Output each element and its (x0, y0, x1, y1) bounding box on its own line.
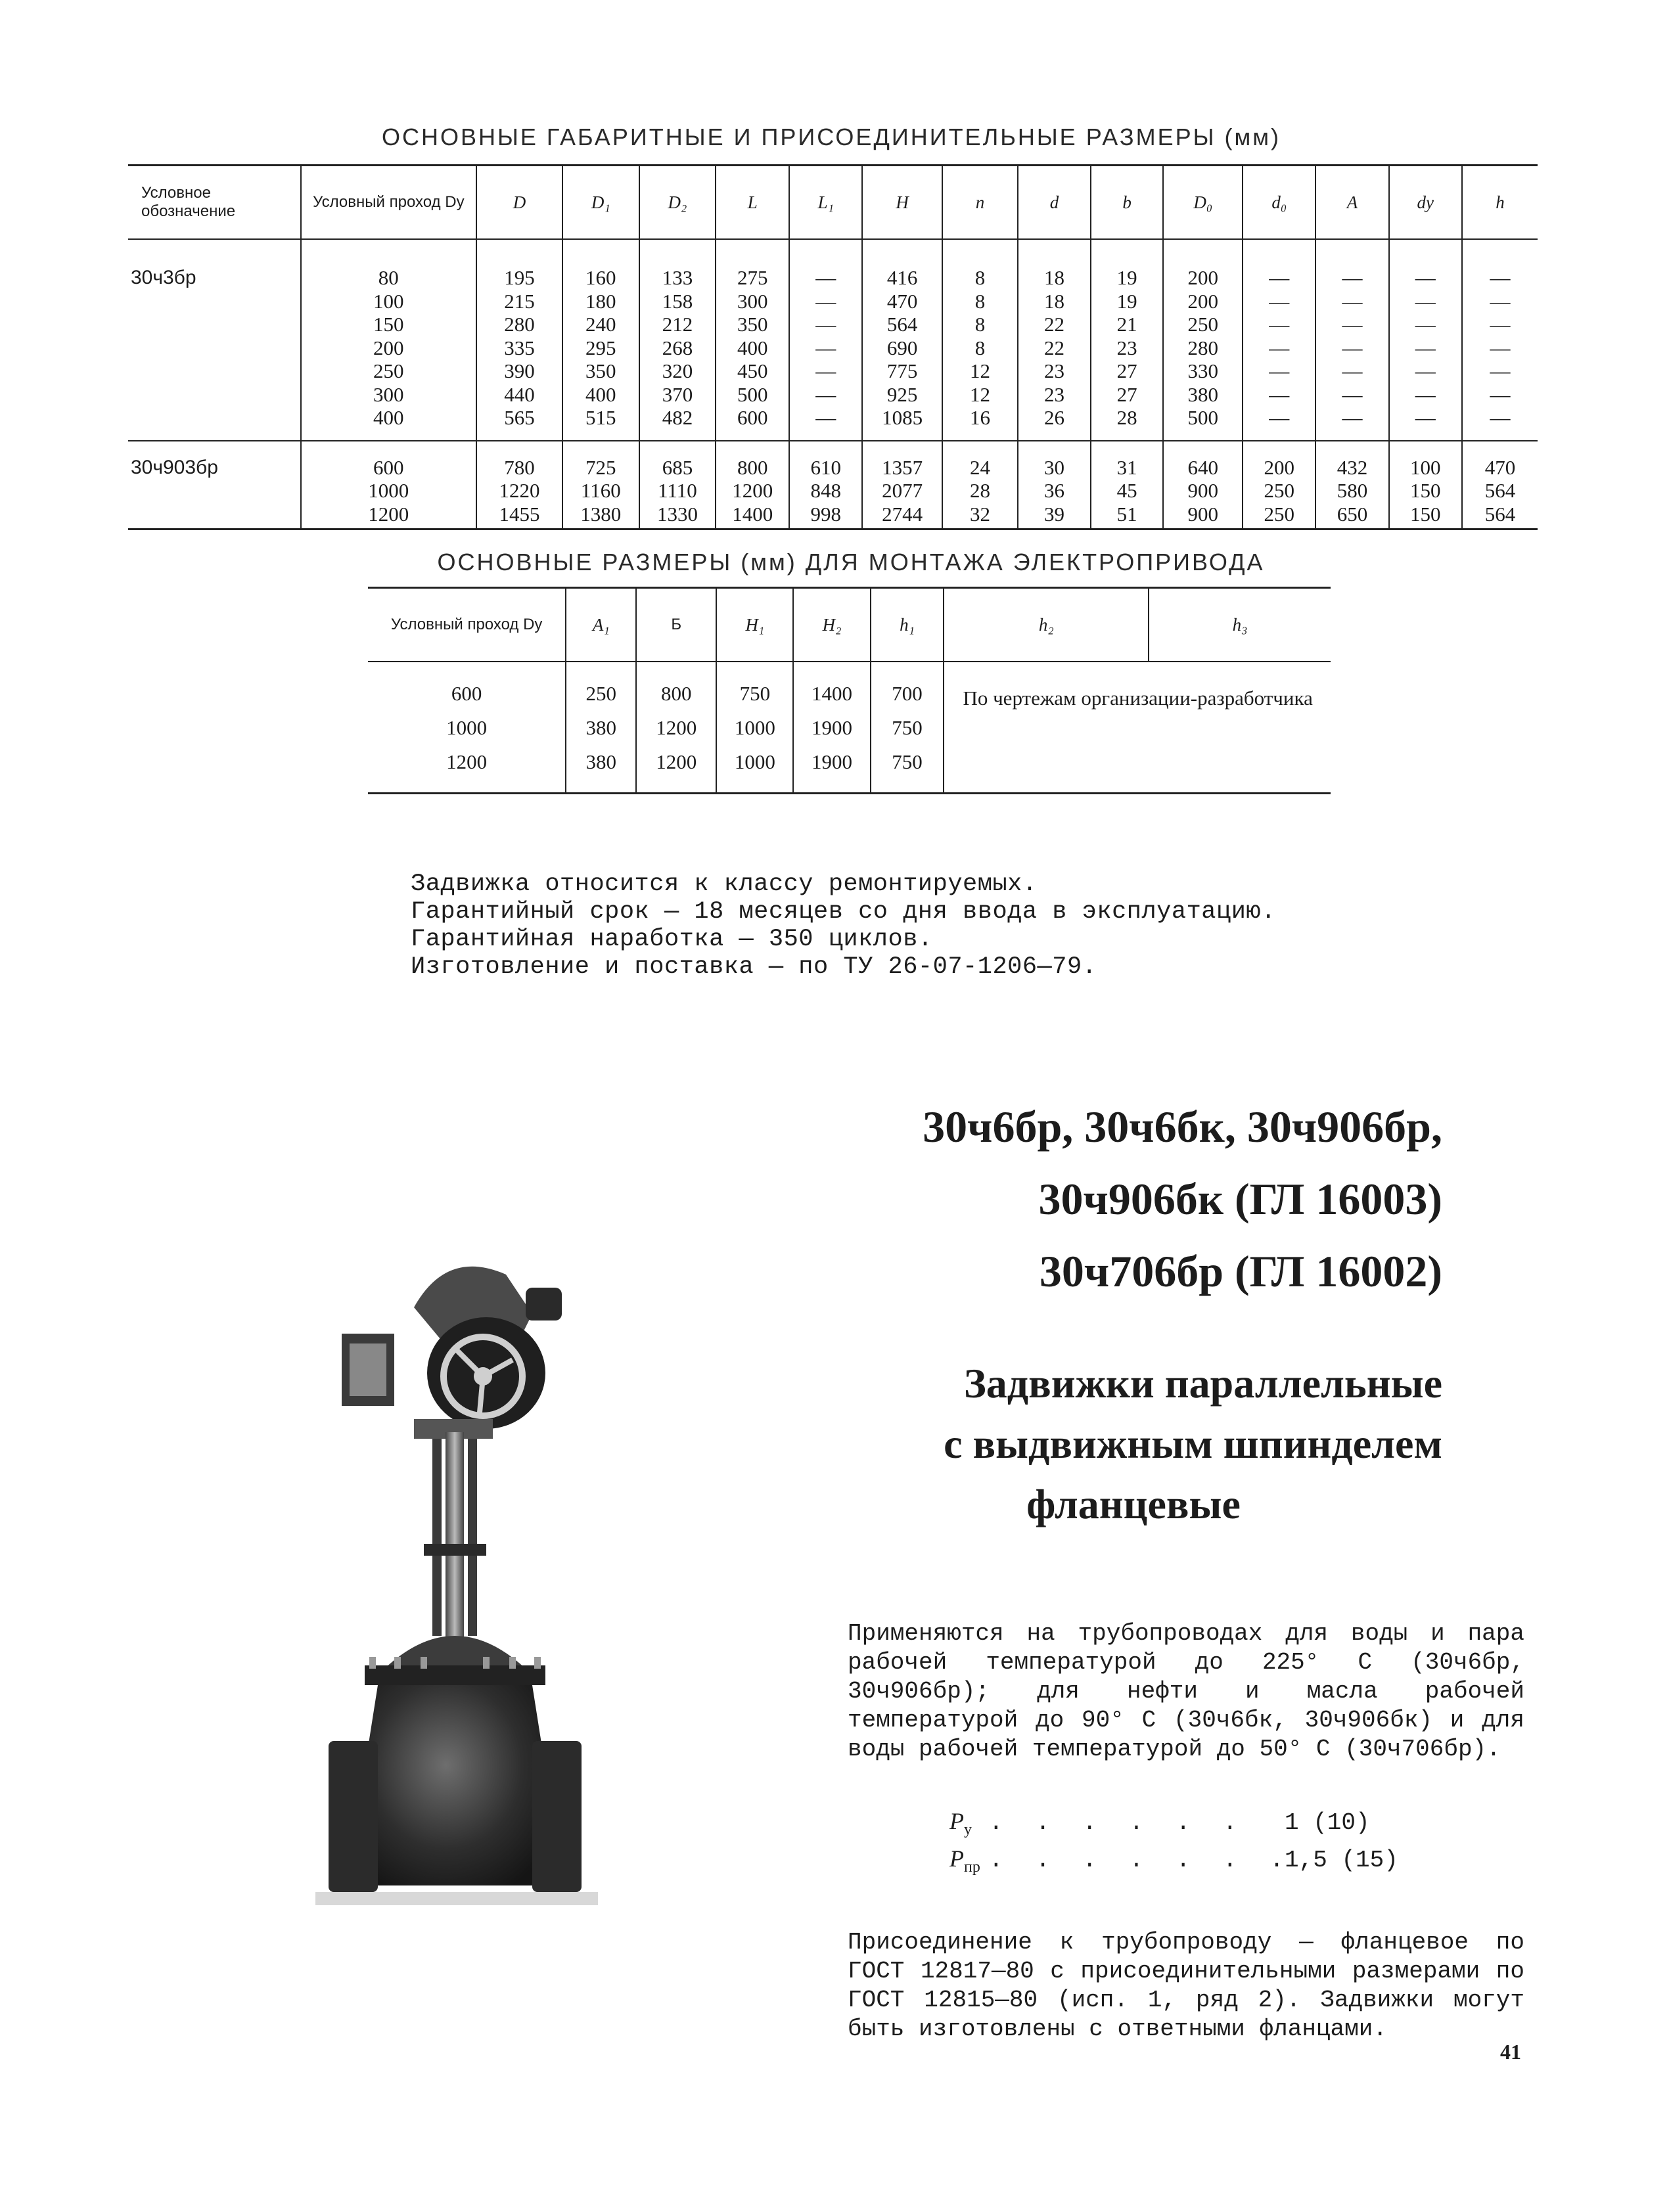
table-value: 900 (1187, 502, 1219, 526)
table-value: 780 (504, 455, 535, 479)
dims-column-cell (716, 239, 789, 441)
table-value: 45 (1116, 479, 1137, 502)
dims-group-30ch903br (128, 441, 1538, 530)
table-value: — (1415, 336, 1436, 359)
table-value: 250 (373, 359, 404, 382)
bonnet (384, 1636, 526, 1669)
table-value: 565 (504, 406, 535, 429)
table-value: 2744 (882, 502, 923, 526)
dims-column-cell (789, 239, 862, 441)
table-value: 200 (1187, 266, 1219, 289)
table-value: 1400 (732, 502, 773, 526)
dims-column-cell (1163, 239, 1243, 441)
table-value: 150 (1410, 479, 1441, 502)
dims-header-cell: Условный проход Dу (301, 166, 476, 240)
dims-header-cell: L (716, 166, 789, 240)
dims-column-cell (476, 239, 562, 441)
dims-column-cell (1315, 239, 1388, 441)
table-value: 1200 (446, 750, 488, 773)
table-value: 750 (739, 682, 771, 705)
table-value: 580 (1337, 479, 1368, 502)
table-value: 8 (974, 313, 986, 336)
table-value: 1220 (499, 479, 540, 502)
table-value: 500 (737, 382, 768, 406)
page-number: 41 (1500, 2040, 1521, 2064)
table-value: 100 (1410, 455, 1441, 479)
dims-column-cell (476, 441, 562, 530)
drive-header-cell: Б (636, 588, 716, 662)
dims-header-cell: D (476, 166, 562, 240)
table-value: 200 (1187, 289, 1219, 313)
table-value: — (815, 406, 836, 429)
valve-body (365, 1685, 545, 1885)
table-value: — (1269, 406, 1290, 429)
drive-header-cell: h₂ (944, 588, 1149, 662)
table-value: 335 (504, 336, 535, 359)
table-value: — (815, 336, 836, 359)
table-value: 725 (585, 455, 616, 479)
dims-header-cell: H (862, 166, 942, 240)
table-value: 685 (662, 455, 693, 479)
table-value: 750 (892, 716, 923, 739)
drive-column-cell (636, 662, 716, 794)
dims-column-cell (1389, 239, 1462, 441)
table-value: 51 (1116, 502, 1137, 526)
table-value: — (815, 359, 836, 382)
table-row (368, 662, 1331, 794)
table-value: 300 (737, 289, 768, 313)
dims-column-cell (1018, 441, 1091, 530)
bonnet-flange (365, 1665, 545, 1685)
table-value: 500 (1187, 406, 1219, 429)
table-row (128, 441, 1538, 530)
table-value: 800 (737, 455, 768, 479)
table-value: 215 (504, 289, 535, 313)
dims-column-cell (1462, 239, 1538, 441)
table-value: 16 (970, 406, 991, 429)
table-value: 23 (1044, 359, 1064, 382)
table-value: 27 (1116, 359, 1137, 382)
table-value: 350 (585, 359, 616, 382)
table-value: 30 (1044, 455, 1064, 479)
application-description: Применяются на трубопроводах для воды и пара рабочей температурой до 225° С (30ч6бр, 30ч906бр); для нефти и масла рабочей температурой до 90° С (30ч6бк, 30ч906бк) и для воды рабочей температурой до 50° С (30ч706бр). (848, 1620, 1524, 1763)
table-row (128, 239, 1538, 441)
electric-drive-table (368, 587, 1331, 794)
table-value: — (1415, 266, 1436, 289)
table-value: — (1490, 382, 1511, 406)
dims-header-cell: h (1462, 166, 1538, 240)
photo-base (315, 1892, 598, 1905)
table-value: 1900 (812, 750, 853, 773)
table-value: 31 (1116, 455, 1137, 479)
table-value: — (1342, 336, 1363, 359)
table-value: 32 (970, 502, 991, 526)
table-value: — (1415, 359, 1436, 382)
table-value: 300 (373, 382, 404, 406)
table-value: 925 (886, 382, 918, 406)
table-value: 390 (504, 359, 535, 382)
table-value: — (1342, 359, 1363, 382)
dims-column-cell (301, 441, 476, 530)
table-value: 8 (974, 336, 986, 359)
table-value: 700 (892, 682, 923, 705)
pressure-row-test (949, 1844, 1398, 1882)
table-value: 1200 (368, 502, 409, 526)
product-name-line: фланцевые (1026, 1481, 1241, 1527)
table-value: 1000 (734, 750, 775, 773)
table-value: — (1342, 406, 1363, 429)
spindle (446, 1432, 464, 1649)
table-value: 1900 (812, 716, 853, 739)
table-value: 100 (373, 289, 404, 313)
table-value: 380 (1187, 382, 1219, 406)
model-title (923, 1091, 1442, 1307)
table-value: 600 (373, 455, 404, 479)
table-value: 320 (662, 359, 693, 382)
table-value: 750 (892, 750, 923, 773)
warranty-notes (411, 870, 1276, 981)
table-value: 564 (886, 313, 918, 336)
dims-column-cell (562, 239, 639, 441)
table-value: 640 (1187, 455, 1219, 479)
table-value: 380 (585, 750, 617, 773)
table-value: — (1342, 382, 1363, 406)
drive-table-caption: ОСНОВНЫЕ РАЗМЕРЫ (мм) ДЛЯ МОНТАЖА ЭЛЕКТРОПРИВОДА (437, 549, 1265, 576)
table-value: — (1269, 359, 1290, 382)
table-value: 380 (585, 716, 617, 739)
table-value: 212 (662, 313, 693, 336)
table-value: 690 (886, 336, 918, 359)
dims-header-cell: b (1091, 166, 1164, 240)
table-value: 12 (970, 382, 991, 406)
table-value: 36 (1044, 479, 1064, 502)
dims-column-cell (862, 441, 942, 530)
dims-header-cell: Условное обозначение (128, 166, 301, 240)
dims-column-cell (639, 441, 716, 530)
dims-column-cell (789, 441, 862, 530)
table-value: 370 (662, 382, 693, 406)
table-value: 416 (886, 266, 918, 289)
dims-header-cell: d₀ (1243, 166, 1315, 240)
product-name-line: с выдвижным шпинделем (944, 1420, 1442, 1467)
table-value: 280 (504, 313, 535, 336)
table-value: — (815, 313, 836, 336)
table-value: 1200 (656, 750, 697, 773)
drive-header-cell: H₁ (716, 588, 793, 662)
table-value: 200 (1264, 455, 1295, 479)
table-value: 1000 (446, 716, 488, 739)
table-value: — (1342, 313, 1363, 336)
dims-column-cell (639, 239, 716, 441)
table-value: 8 (974, 266, 986, 289)
table-value: 998 (810, 502, 842, 526)
pressure-row-nominal (949, 1807, 1398, 1844)
table-value: 1357 (882, 455, 923, 479)
pressure-ratings (949, 1807, 1398, 1882)
table-value: 432 (1337, 455, 1368, 479)
drive-column-cell (793, 662, 870, 794)
table-value: 295 (585, 336, 616, 359)
drive-column-cell (871, 662, 944, 794)
table-value: 1110 (658, 479, 697, 502)
table-value: 160 (585, 266, 616, 289)
table-value: 350 (737, 313, 768, 336)
motor-cover (526, 1288, 562, 1320)
table-value: — (1269, 313, 1290, 336)
table-value: 275 (737, 266, 768, 289)
product-name (851, 1353, 1442, 1535)
table-value: — (1415, 313, 1436, 336)
table-value: 400 (585, 382, 616, 406)
note-line: Гарантийная наработка — 350 циклов. (411, 926, 933, 953)
dims-column-cell (1163, 441, 1243, 530)
table-value: — (1269, 289, 1290, 313)
outlet-flange (532, 1741, 582, 1892)
drive-note-cell: По чертежам организации-разработчика (944, 662, 1331, 794)
dims-column-cell (1462, 441, 1538, 530)
table-value: 650 (1337, 502, 1368, 526)
table-value: 22 (1044, 336, 1064, 359)
table-value: 200 (373, 336, 404, 359)
table-value: 1455 (499, 502, 540, 526)
table-value: 800 (661, 682, 692, 705)
table-value: 23 (1044, 382, 1064, 406)
table-value: 12 (970, 359, 991, 382)
drive-header-cell: A₁ (566, 588, 636, 662)
model-title-line: 30ч906бк (ГЛ 16003) (1038, 1174, 1442, 1224)
dims-header-cell: D₀ (1163, 166, 1243, 240)
table-value: 80 (378, 266, 399, 289)
drive-column-cell (566, 662, 636, 794)
table-value: 28 (1116, 406, 1137, 429)
dims-column-cell (942, 441, 1018, 530)
table-value: 1400 (812, 682, 853, 705)
table-value: — (1490, 289, 1511, 313)
table-value: 400 (737, 336, 768, 359)
table-value: 250 (1264, 479, 1295, 502)
drive-column-cell (368, 662, 566, 794)
leader-dots: . . . . . . . (989, 1847, 1293, 1874)
table-value: — (1269, 266, 1290, 289)
dims-column-cell (716, 441, 789, 530)
dims-table-caption: ОСНОВНЫЕ ГАБАРИТНЫЕ И ПРИСОЕДИНИТЕЛЬНЫЕ РАЗМЕРЫ (мм) (381, 124, 1281, 150)
dims-column-cell (1315, 441, 1388, 530)
table-value: 150 (1410, 502, 1441, 526)
table-value: — (1342, 266, 1363, 289)
table-value: 133 (662, 266, 693, 289)
table-value: 330 (1187, 359, 1219, 382)
table-value: 482 (662, 406, 693, 429)
table-value: — (1269, 336, 1290, 359)
model-title-line: 30ч6бр, 30ч6бк, 30ч906бр, (923, 1102, 1442, 1152)
table-value: 240 (585, 313, 616, 336)
connection-description: Присоединение к трубопроводу — фланцевое по ГОСТ 12817—80 с присоединительными размерами по ГОСТ 12815—80 (исп. 1, ряд 2). Задвижки могут быть изготовлены с ответными фланцами. (848, 1929, 1524, 2043)
note-line: Задвижка относится к классу ремонтируемых. (411, 870, 1038, 898)
table-value: — (1490, 313, 1511, 336)
product-name-line: Задвижки параллельные (964, 1360, 1442, 1407)
table-value: 21 (1116, 313, 1137, 336)
table-value: 470 (886, 289, 918, 313)
table-value: 600 (737, 406, 768, 429)
table-value: 18 (1044, 289, 1064, 313)
table-value: — (1415, 406, 1436, 429)
table-value: 515 (585, 406, 616, 429)
drive-header-cell: h₃ (1149, 588, 1331, 662)
table-value: 24 (970, 455, 991, 479)
table-value: 26 (1044, 406, 1064, 429)
drive-column-cell (716, 662, 793, 794)
table-value: 250 (1264, 502, 1295, 526)
table-value: 150 (373, 313, 404, 336)
table-value: — (1490, 406, 1511, 429)
actuator-box-panel (350, 1343, 386, 1396)
table-value: 280 (1187, 336, 1219, 359)
dims-header-cell: n (942, 166, 1018, 240)
table-value: 268 (662, 336, 693, 359)
table-value: — (1415, 382, 1436, 406)
note-line: Гарантийный срок — 18 месяцев со дня ввода в эксплуатацию. (411, 898, 1276, 926)
table-value: 23 (1116, 336, 1137, 359)
drive-header-cell: Условный проход Dу (368, 588, 566, 662)
designation-cell: 30ч903бр (131, 456, 218, 478)
table-value: — (1415, 289, 1436, 313)
table-value: 250 (585, 682, 617, 705)
table-value: 8 (974, 289, 986, 313)
pressure-symbol: $P_{пр}$ (949, 1845, 980, 1876)
table-value: 450 (737, 359, 768, 382)
valve-illustration (315, 1235, 598, 1918)
dims-group-30ch3br (128, 239, 1538, 441)
table-value: — (1490, 266, 1511, 289)
table-value: 158 (662, 289, 693, 313)
table-value: — (815, 382, 836, 406)
table-value: 1380 (580, 502, 622, 526)
table-value: 1330 (656, 502, 698, 526)
dims-column-cell (942, 239, 1018, 441)
dims-header-cell: L₁ (789, 166, 862, 240)
dims-header-cell: D₁ (562, 166, 639, 240)
table-value: — (1490, 359, 1511, 382)
table-value: 19 (1116, 266, 1137, 289)
table-value: — (1490, 336, 1511, 359)
table-value: — (815, 266, 836, 289)
table-value: 19 (1116, 289, 1137, 313)
dims-column-cell (1243, 239, 1315, 441)
inlet-flange (329, 1741, 378, 1892)
table-value: 250 (1187, 313, 1219, 336)
dims-header-cell: D₂ (639, 166, 716, 240)
dims-header-row (128, 166, 1538, 240)
model-title-line: 30ч706бр (ГЛ 16002) (1039, 1246, 1442, 1296)
table-value: 1000 (368, 479, 409, 502)
table-value: 900 (1187, 479, 1219, 502)
table-value: 28 (970, 479, 991, 502)
table-value: 610 (810, 455, 842, 479)
table-value: — (1269, 382, 1290, 406)
pressure-value: 1,5 (15) (1285, 1847, 1398, 1874)
table-value: 22 (1044, 313, 1064, 336)
table-value: 564 (1484, 502, 1516, 526)
dims-column-cell (1091, 441, 1164, 530)
dims-column-cell (562, 441, 639, 530)
table-value: 564 (1484, 479, 1516, 502)
drive-header-cell: H₂ (793, 588, 870, 662)
table-value: 600 (451, 682, 482, 705)
drive-header-cell: h₁ (871, 588, 944, 662)
yoke-post-left (432, 1439, 442, 1636)
yoke-clamp (424, 1544, 486, 1556)
table-value: 775 (886, 359, 918, 382)
table-value: 39 (1044, 502, 1064, 526)
table-value: 1000 (734, 716, 775, 739)
yoke-post-right (468, 1439, 477, 1636)
dims-column-cell (862, 239, 942, 441)
pressure-symbol: $P_у$ (949, 1808, 972, 1839)
table-value: 1085 (882, 406, 923, 429)
dims-column-cell (1091, 239, 1164, 441)
table-value: 848 (810, 479, 842, 502)
table-value: 400 (373, 406, 404, 429)
table-value: 1200 (656, 716, 697, 739)
table-value: 195 (504, 266, 535, 289)
table-value: — (1342, 289, 1363, 313)
table-value: 1160 (580, 479, 621, 502)
drive-header-row (368, 588, 1331, 662)
table-value: 180 (585, 289, 616, 313)
table-value: 2077 (882, 479, 923, 502)
table-value: 440 (504, 382, 535, 406)
dimensions-table (128, 164, 1538, 530)
table-value: 470 (1484, 455, 1516, 479)
dims-column-cell (301, 239, 476, 441)
dims-header-cell: dу (1389, 166, 1462, 240)
designation-cell: 30ч3бр (131, 267, 196, 288)
table-value: 18 (1044, 266, 1064, 289)
dims-column-cell (1389, 441, 1462, 530)
pressure-value: 1 (10) (1285, 1809, 1370, 1836)
dims-column-cell (1243, 441, 1315, 530)
table-value: 27 (1116, 382, 1137, 406)
table-value: — (815, 289, 836, 313)
dims-header-cell: A (1315, 166, 1388, 240)
dims-header-cell: d (1018, 166, 1091, 240)
note-line: Изготовление и поставка — по ТУ 26-07-1206—79. (411, 953, 1097, 981)
table-value: 1200 (732, 479, 773, 502)
dims-column-cell (1018, 239, 1091, 441)
leader-dots: . . . . . . (989, 1809, 1246, 1836)
